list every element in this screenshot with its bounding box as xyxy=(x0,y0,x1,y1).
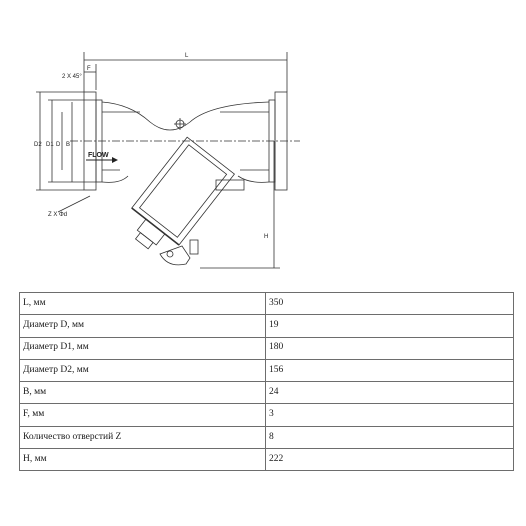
spec-value: 156 xyxy=(266,359,514,381)
table-row xyxy=(20,404,514,426)
table-row xyxy=(20,449,514,471)
spec-value: 24 xyxy=(266,382,514,404)
label-H: H xyxy=(264,234,269,240)
table-row xyxy=(20,359,514,381)
label-B: B xyxy=(66,142,71,148)
label-D: D xyxy=(56,142,61,148)
spec-value: 3 xyxy=(266,404,514,426)
body-top-contour xyxy=(102,102,269,130)
spec-value: 350 xyxy=(266,293,514,315)
spec-label: H, мм xyxy=(20,449,266,471)
spec-label: B, мм xyxy=(20,382,266,404)
table-row xyxy=(20,426,514,448)
specifications-table xyxy=(19,292,514,471)
label-flow: FLOW xyxy=(88,152,109,159)
spec-value: 222 xyxy=(266,449,514,471)
spec-label: Диаметр D1, мм xyxy=(20,337,266,359)
spec-value: 19 xyxy=(266,315,514,337)
spec-value: 180 xyxy=(266,337,514,359)
label-chamfer: 2 X 45° xyxy=(62,74,82,80)
spec-label: Количество отверстий Z xyxy=(20,426,266,448)
label-D1: D1 xyxy=(46,142,54,148)
table-row xyxy=(20,293,514,315)
label-D2: D2 xyxy=(34,142,42,148)
spec-label: Диаметр D2, мм xyxy=(20,359,266,381)
spec-label: Диаметр D, мм xyxy=(20,315,266,337)
strainer-screen xyxy=(118,137,234,262)
drain-plug xyxy=(160,246,190,265)
spec-label: F, мм xyxy=(20,404,266,426)
label-thread: Z X Φd xyxy=(48,212,68,218)
label-F: F xyxy=(87,66,91,72)
table-row xyxy=(20,315,514,337)
table-row xyxy=(20,337,514,359)
label-L: L xyxy=(185,53,189,59)
spec-label: L, мм xyxy=(20,293,266,315)
table-row xyxy=(20,382,514,404)
spec-value: 8 xyxy=(266,426,514,448)
